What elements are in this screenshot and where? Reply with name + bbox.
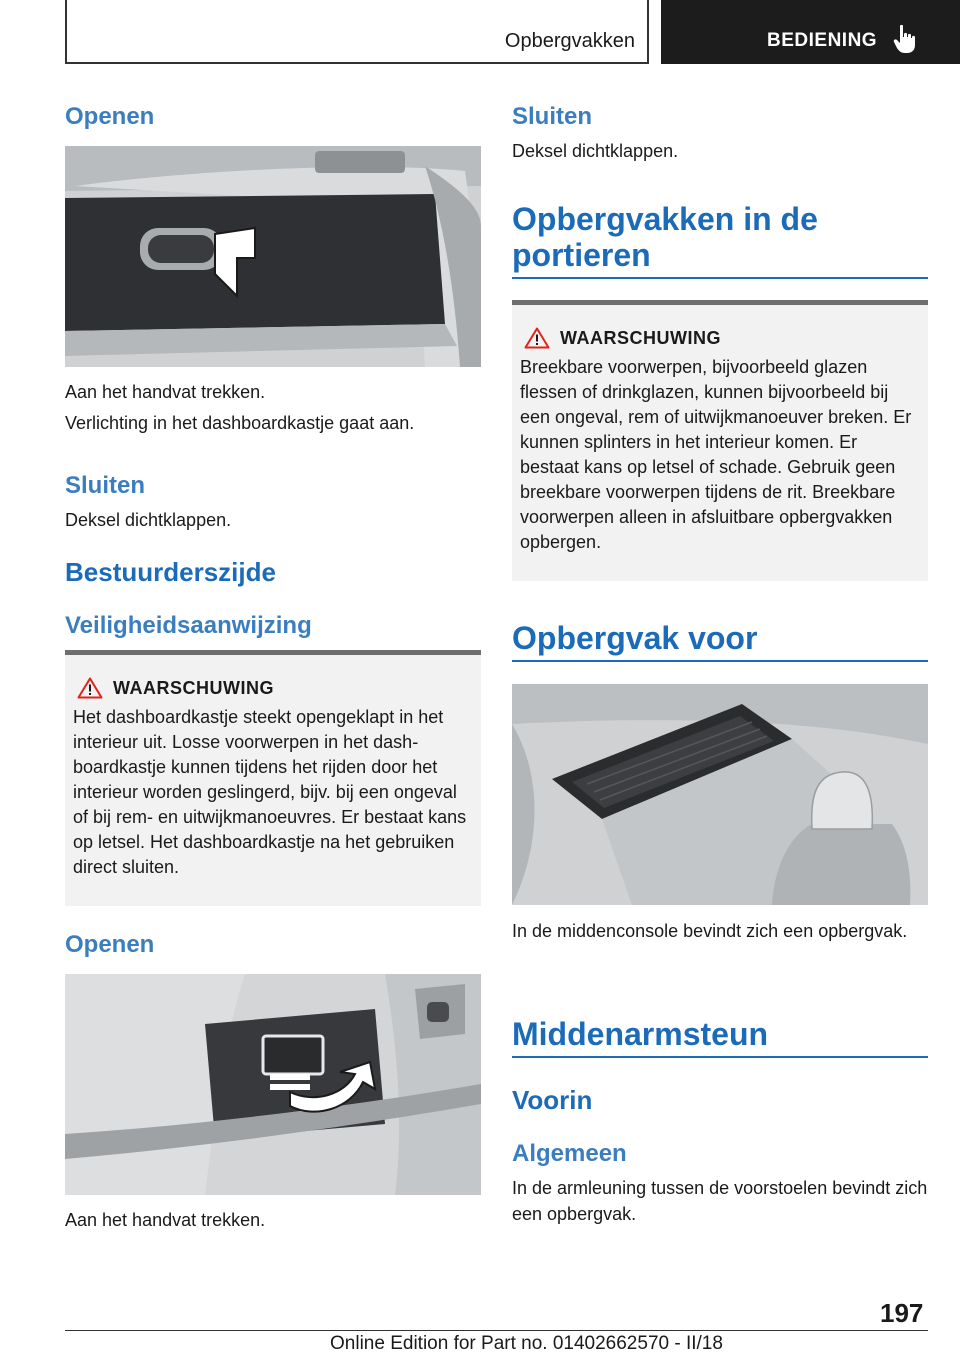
page-number: 197 [880, 1298, 924, 1328]
warning-triangle-icon [77, 677, 103, 699]
heading-sluiten-left: Sluiten [65, 472, 146, 499]
center-console-tray-photo [512, 684, 928, 905]
heading-voorin: Voorin [512, 1085, 593, 1115]
header-chapter-tab [661, 0, 960, 64]
text-middenconsole: In de middenconsole bevindt zich een opbergvak. [512, 921, 908, 941]
heading-openen-1: Openen [65, 103, 155, 130]
heading-openen-2: Openen [65, 931, 155, 958]
warning-title-row-right [520, 327, 920, 349]
warning-triangle-icon [524, 327, 550, 349]
heading-opbergvakken-portieren: Opbergvakken in de portieren [512, 201, 928, 279]
warning-title-left: WAARSCHUWING [113, 677, 274, 698]
text-armleuning: In de armleuning tussen de voorstoelen bevindt zich een opbergvak. [512, 1178, 928, 1224]
warning-title-right: WAARSCHUWING [560, 327, 721, 348]
text-deksel-left: Deksel dichtklappen. [65, 510, 232, 530]
glovebox-open-photo [65, 146, 481, 367]
warning-text-left: Het dashboardkastje steekt opengeklapt in het interieur uit. Losse voorwerpen in het dashboardkastje kunnen tijdens het rijden door het interieur worden geslingerd, bijv. bij een ongeval of bij rem- en uitwijkmanoeuvres. Er bestaat kans op letsel. Het dashboardkastje na het gebruiken direct sluiten. [73, 707, 467, 877]
header-chapter-title: BEDIENING [767, 30, 878, 51]
footer-divider [65, 1330, 928, 1331]
heading-veiligheidsaanwijzing: Veiligheidsaanwijzing [65, 612, 312, 639]
text-handvat-1: Aan het handvat trekken. [65, 382, 266, 402]
warning-box-left [65, 650, 481, 906]
text-deksel-right: Deksel dichtklappen. [512, 141, 679, 161]
driver-side-compartment-photo [65, 974, 481, 1195]
text-verlichting: Verlichting in het dashboardkastje gaat aan. [65, 413, 415, 433]
heading-algemeen: Algemeen [512, 1140, 627, 1167]
heading-middenarmsteun: Middenarmsteun [512, 1016, 928, 1058]
heading-opbergvak-voor: Opbergvak voor [512, 620, 928, 662]
heading-bestuurderszijde: Bestuurderszijde [65, 557, 276, 587]
text-handvat-2: Aan het handvat trekken. [65, 1210, 266, 1230]
footer-edition: Online Edition for Part no. 01402662570 - II/18 [330, 1333, 723, 1354]
pointing-hand-icon [893, 24, 919, 54]
header-section-box [65, 0, 649, 64]
header-section-title: Opbergvakken [504, 30, 635, 52]
warning-box-right [512, 300, 928, 581]
warning-title-row-left [73, 677, 473, 699]
warning-text-right: Breekbare voorwerpen, bijvoorbeeld glazen flessen of drinkglazen, kunnen bijvoorbeeld bij een ongeval, rem of uitwijkmanoeuver breken. Er kunnen splinters in het interieur komen. Er bestaat kans op letsel of schade. Gebruik geen breekbare voorwerpen tijdens de rit. Breekbare voorwerpen alleen in afsluitbare opbergvakken opbergen. [520, 357, 912, 552]
heading-sluiten-right: Sluiten [512, 103, 593, 130]
